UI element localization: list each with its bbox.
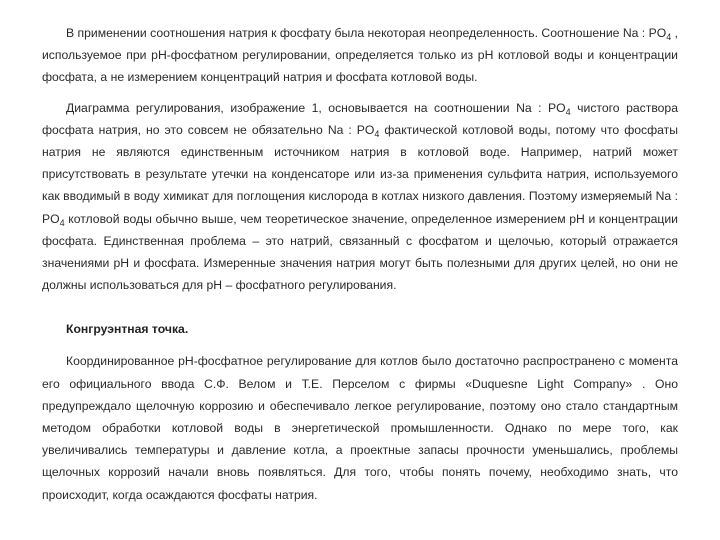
paragraph-coordinated-control: Координированное pH-фосфатное регулирование для котлов было достаточно распространено с момента его официального ввода С.Ф. Велом и Т.Е. Перселом с фирмы «Duquesne Light Company» . Оно предупреждало щелочную коррозию и обеспечивало легкое регулирование, поэтому оно стало стандартным методом обработки котловой воды в энергетической промышленности. Однако по мере того, как увеличивались температуры и давление котла, а проектные запасы прочности уменьшались, проблемы щелочных коррозий начали вновь появляться. Для того, чтобы понять почему, необходимо знать, что происходит, когда осаждаются фосфаты натрия. <box>42 354 678 502</box>
text-run: котловой воды обычно выше, чем теоретическое значение, определенное измерением pH и концентрации фосфата. Единственная проблема – это натрий, связанный с фосфатом и щелочью, который отражается значениями pH и фосфата. Измеренные значения натрия могут быть полезными для других целей, но они не должны использоваться для pH – фосфатного регулирования. <box>42 211 678 293</box>
subscript: 4 <box>666 32 672 42</box>
paragraph-control-diagram <box>42 97 678 297</box>
text-run: В применении соотношения натрия к фосфату была некоторая неопределенность. Соотношение Na : PO <box>66 26 667 40</box>
text-run: фактической котловой воды, потому что фосфаты натрия не являются единственным источником натрия в котловой воде. Например, натрий может присутствовать в результате утечки на конденсаторе или из-за применения сульфита натрия, используемого как вводимый в воду химикат для поглощения кислорода в котлах низкого давления. Поэтому измеряемый Na : PO <box>42 122 678 226</box>
text-run: , используемое при pH-фосфатном регулировании, определяется только из pH котловой воды и концентрации фосфата, а не измерением концентраций натрия и фосфата котловой воды. <box>42 26 678 85</box>
paragraph-ratio-uncertainty <box>42 22 678 89</box>
subscript: 4 <box>59 217 65 228</box>
section-heading: Конгруэнтная точка. <box>66 322 189 337</box>
text-run: чистого раствора фосфата натрия, но это совсем не обязательно Na : PO <box>42 100 678 137</box>
subscript: 4 <box>565 106 571 117</box>
text-run: Диаграмма регулирования, изображение 1, основывается на соотношении Na : PO <box>66 100 566 115</box>
subscript: 4 <box>374 128 380 139</box>
